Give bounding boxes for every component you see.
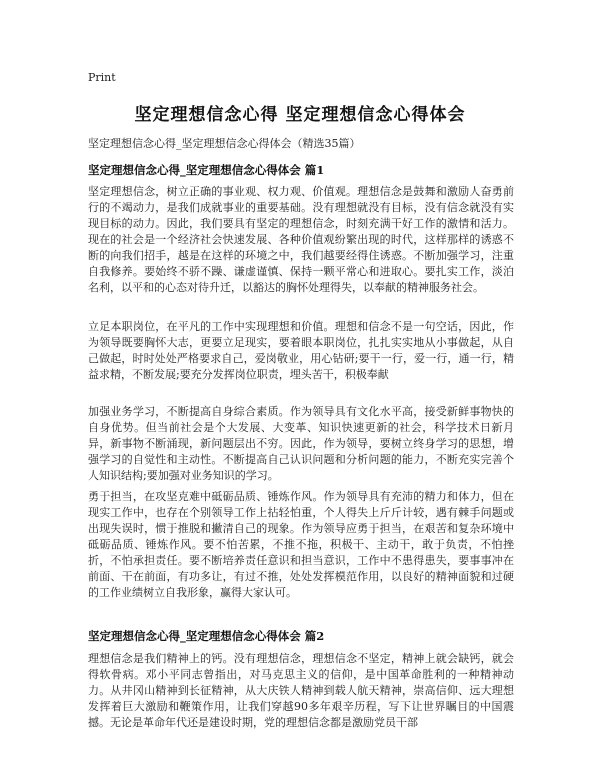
print-link[interactable]: Print — [88, 71, 116, 84]
section-1-paragraph-2: 立足本职岗位，在平凡的工作中实现理想和价值。理想和信念不是一句空话，因此，作为领导既要胸怀大志，更要立足现实，要着眼本职岗位，扎扎实实地从小事做起，从自己做起，时时处处严格要求自己，爱岗敬业，用心钻研;要干一行，爱一行，通一行，精益求精，不断发展;要充分发挥岗位职责，埋头苦干，积极奉献 — [88, 320, 514, 381]
section-1-paragraph-1: 坚定理想信念，树立正确的事业观、权力观、价值观。理想信念是鼓舞和激励人奋勇前行的不竭动力，是我们成就事业的重要基础。没有理想就没有目标，没有信念就没有实现目标的动力。因此，我们要具有坚定的理想信念，时刻充满干好工作的激情和活力。现在的社会是一个经济社会快速发展、各种价值观纷繁出现的时代，这样那样的诱惑不断的向我们招手，越是在这样的环境之中，我们越要经得住诱惑。不断加强学习，注重自我修养。要始终不骄不躁、谦虚谨慎、保持一颗平常心和进取心。要扎实工作，淡泊名利，以平和的心态对待升迁，以豁达的胸怀处理得失，以奉献的精神服务社会。 — [88, 185, 514, 294]
section-2-paragraph-1: 理想信念是我们精神上的钙。没有理想信念，理想信念不坚定，精神上就会缺钙，就会得软骨病。邓小平同志曾指出，对马克思主义的信仰，是中国革命胜利的一种精神动力。从井冈山精神到长征精神，从大庆铁人精神到载人航天精神，崇高信仰、远大理想发挥着巨大激励和鞭策作用，让我们穿越90多年艰辛历程，写下让世界瞩目的中国震撼。无论是革命年代还是建设时期，党的理想信念都是激励党员干部 — [88, 652, 514, 729]
section-1-paragraph-4: 勇于担当，在攻坚克难中砥砺品质、锤炼作风。作为领导具有充沛的精力和体力，但在现实工作中，也存在个别领导工作上拈轻怕重，个人得失上斤斤计较，遇有棘手问题或出现失误时，惯于推脱和撇清自己的现象。作为领导应勇于担当，在艰苦和复杂环境中砥砺品质、锤炼作风。要不怕苦累，不推不拖，积极干、主动干，敢于负责，不怕挫折，不怕承担责任。要不断培养责任意识和担当意识，工作中不患得患失，要事事冲在前面、干在前面，有功多让，有过不推，处处发挥模范作用，以良好的精神面貌和过硬的工作业绩树立自我形象，赢得大家认可。 — [88, 490, 514, 599]
page-subtitle: 坚定理想信念心得_坚定理想信念心得体会（精选35篇） — [88, 137, 361, 150]
page-title: 坚定理想信念心得 坚定理想信念心得体会 — [134, 105, 466, 125]
section-heading-1: 坚定理想信念心得_坚定理想信念心得体会 篇1 — [88, 163, 325, 177]
section-heading-2: 坚定理想信念心得_坚定理想信念心得体会 篇2 — [88, 629, 325, 643]
section-1-paragraph-3: 加强业务学习，不断提高自身综合素质。作为领导具有文化水平高，接受新鲜事物快的自身优势。但当前社会是个大发展、大变革、知识快速更新的社会，科学技术日新月异，新事物不断涌现，新问题层出不穷。因此，作为领导，要树立终身学习的思想，增强学习的自觉性和主动性。不断提高自己认识问题和分析问题的能力，不断充实完善个人知识结构;要加强对业务知识的学习。 — [88, 405, 514, 482]
